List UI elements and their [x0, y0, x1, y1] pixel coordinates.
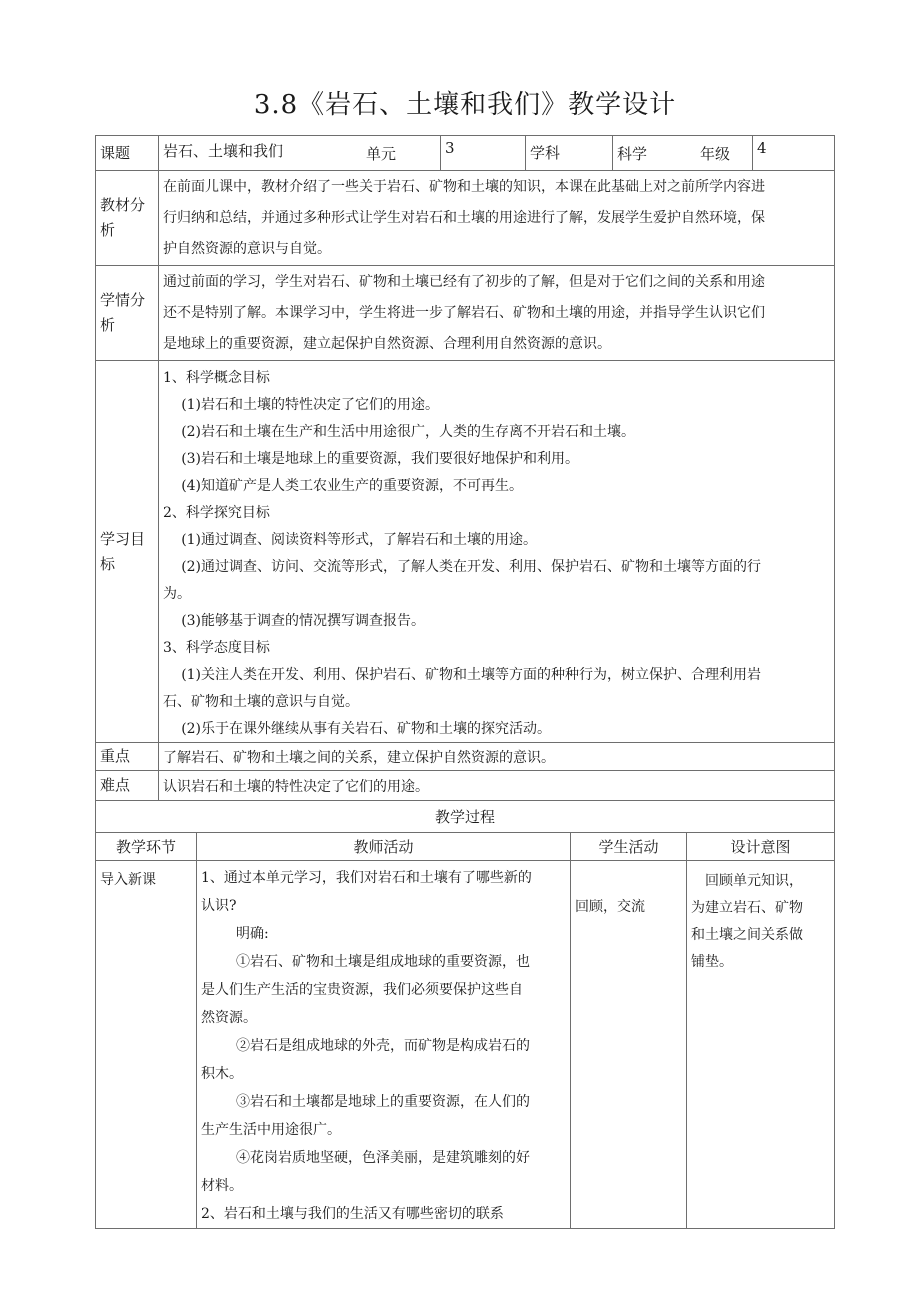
unit-label: 单元 [365, 144, 396, 163]
material-analysis-row [96, 171, 835, 266]
subject-label [526, 136, 613, 171]
student-activity-text: 回顾，交流 [571, 861, 687, 1229]
text-line: (3)能够基于调查的情况撰写调查报告。 [181, 613, 426, 629]
material-analysis-text [159, 171, 835, 266]
grade-value: 4 [753, 136, 835, 171]
text-line: (1)岩石和土壤的特性决定了它们的用途。 [181, 397, 440, 413]
learning-analysis-text [159, 266, 835, 361]
subject-label-text: 学科 [530, 143, 561, 162]
unit-value: 3 [441, 136, 526, 171]
text-line: 1、科学概念目标 [163, 370, 270, 386]
text-line: (2)岩石和土壤在生产和生活中用途很广，人类的生存离不开岩石和土壤。 [181, 424, 636, 440]
text-line: 为建立岩石、矿物 [691, 900, 803, 916]
text-line: 是地球上的重要资源，建立起保护自然资源、合理利用自然资源的意识。 [163, 336, 611, 352]
text-line: 通过前面的学习，学生对岩石、矿物和土壤已经有了初步的了解，但是对于它们之间的关系和用途 [163, 274, 765, 290]
objectives-label-text: 学习目标 [100, 529, 146, 573]
text-line: 1、通过本单元学习，我们对岩石和土壤有了哪些新的 [201, 870, 532, 886]
text-line: 在前面儿课中，教材介绍了一些关于岩石、矿物和土壤的知识，本课在此基础上对之前所学内容进 [163, 179, 765, 195]
difficulty-label [96, 771, 159, 801]
text-line: (2)乐于在课外继续从事有关岩石、矿物和土壤的探究活动。 [181, 721, 552, 737]
text-line: 2、科学探究目标 [163, 505, 270, 521]
text-line: (1)通过调查、阅读资料等形式，了解岩石和土壤的用途。 [181, 532, 538, 548]
learning-analysis-label [96, 266, 159, 361]
text-line: 石、矿物和土壤的意识与自觉。 [163, 694, 359, 710]
header-stage: 教学环节 [96, 833, 197, 861]
text-line: ②岩石是组成地球的外壳，而矿物是构成岩石的 [236, 1038, 530, 1054]
text-line: 和土壤之间关系做 [691, 927, 803, 943]
stage-name-text: 导入新课 [100, 872, 156, 888]
header-student-activity: 学生活动 [571, 833, 687, 861]
grade-label: 年级 [699, 144, 730, 163]
learning-analysis-label-text: 学情分析 [100, 291, 146, 334]
material-analysis-label-text: 教材分析 [100, 196, 146, 239]
text-line: 然资源。 [201, 1010, 257, 1026]
key-point-text: 了解岩石、矿物和土壤之间的关系，建立保护自然资源的意识。 [159, 743, 835, 771]
difficulty-row [96, 771, 835, 801]
topic-label [96, 136, 159, 171]
objectives-text [159, 361, 835, 743]
lesson-plan-table [95, 135, 835, 1229]
text-line: 生产生活中用途很广。 [201, 1122, 341, 1138]
text-line: 护自然资源的意识与自觉。 [163, 241, 331, 257]
material-analysis-label [96, 171, 159, 266]
header-design-intent: 设计意图 [687, 833, 835, 861]
difficulty-label-text: 难点 [100, 776, 131, 794]
text-line: 还不是特别了解。本课学习中，学生将进一步了解岩石、矿物和土壤的用途，并指导学生认识它们 [163, 305, 765, 321]
page-title: 3.8《岩石、土壤和我们》教学设计 [253, 90, 677, 120]
objectives-label [96, 361, 159, 743]
text-line: 回顾单元知识， [705, 873, 803, 889]
text-line: ④花岗岩质地坚硬，色泽美丽，是建筑雕刻的好 [236, 1150, 530, 1166]
topic-cell [159, 136, 441, 171]
topic-label-text: 课题 [100, 143, 131, 162]
subject-value: 科学 [617, 144, 648, 163]
header-teacher-activity: 教师活动 [197, 833, 571, 861]
text-line: (3)岩石和土壤是地球上的重要资源，我们要很好地保护和利用。 [181, 451, 580, 467]
text-line: 3、科学态度目标 [163, 640, 270, 656]
key-point-row [96, 743, 835, 771]
objectives-row [96, 361, 835, 743]
text-line: ③岩石和土壤都是地球上的重要资源，在人们的 [236, 1094, 530, 1110]
lesson-intro-row [96, 861, 835, 1229]
text-line: (1)关注人类在开发、利用、保护岩石、矿物和土壤等方面的种种行为，树立保护、合理利用岩 [181, 667, 762, 683]
text-line: 材料。 [201, 1178, 243, 1194]
text-line: 认识? [201, 898, 237, 914]
text-line: ①岩石、矿物和土壤是组成地球的重要资源，也 [236, 954, 530, 970]
process-banner: 教学过程 [96, 801, 835, 833]
subject-grade-cell [613, 136, 753, 171]
info-row [96, 136, 835, 171]
text-line: 是人们生产生活的宝贵资源，我们必须要保护这些自 [201, 982, 523, 998]
text-line: 积木。 [201, 1066, 243, 1082]
text-line: 铺垫。 [691, 954, 733, 970]
design-intent-text [687, 861, 835, 1229]
text-line: 为。 [163, 586, 191, 602]
text-line: 行归纳和总结，并通过多种形式让学生对岩石和土壤的用途进行了解，发展学生爱护自然环境，保 [163, 210, 765, 226]
text-line: (2)通过调查、访问、交流等形式，了解人类在开发、利用、保护岩石、矿物和土壤等方面的行 [181, 559, 762, 575]
learning-analysis-row [96, 266, 835, 361]
text-line: 2、岩石和土壤与我们的生活又有哪些密切的联系 [201, 1206, 504, 1222]
topic-value: 岩石、土壤和我们 [163, 142, 284, 160]
process-banner-row [96, 801, 835, 833]
key-point-label [96, 743, 159, 771]
difficulty-text: 认识岩石和土壤的特性决定了它们的用途。 [159, 771, 835, 801]
teacher-activity-text [197, 861, 571, 1229]
stage-name [96, 861, 197, 1229]
text-line: (4)知道矿产是人类工农业生产的重要资源，不可再生。 [181, 478, 524, 494]
text-line: 明确: [236, 926, 269, 942]
process-header-row [96, 833, 835, 861]
key-point-label-text: 重点 [100, 747, 131, 765]
